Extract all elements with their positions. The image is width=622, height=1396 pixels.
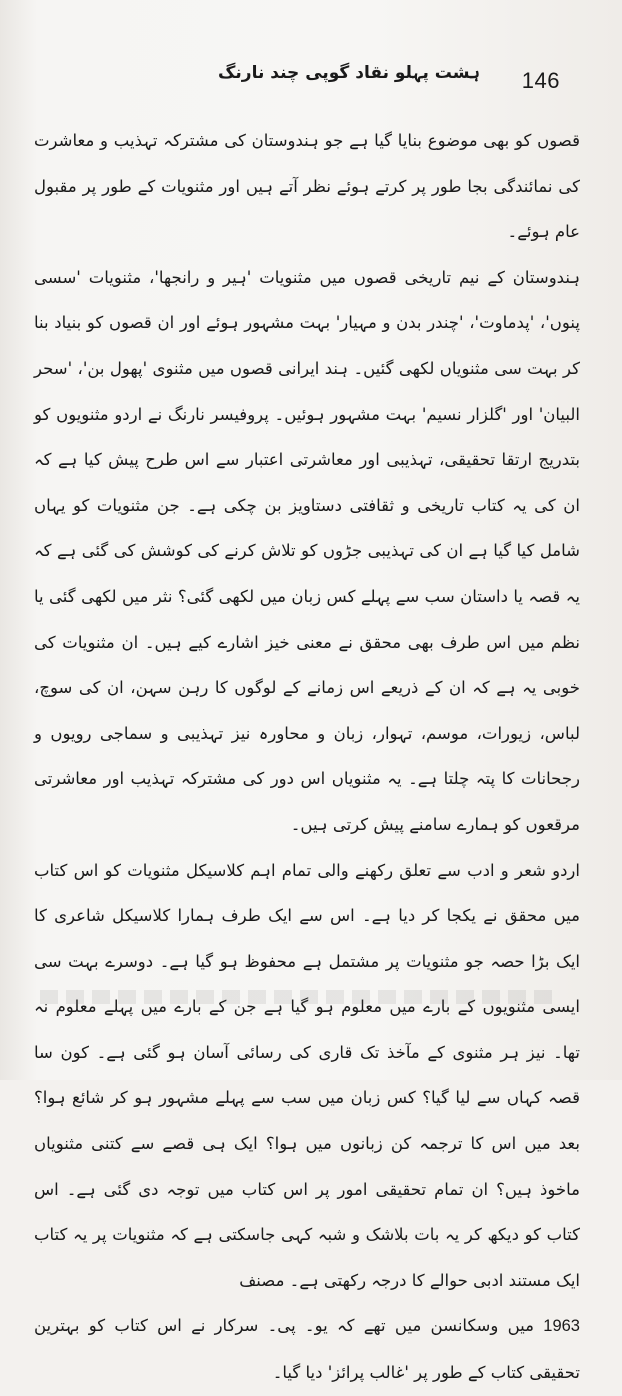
page-header (28, 62, 560, 96)
show-through-text (40, 990, 552, 1004)
paragraph-4-text: میں وسکانسن میں تھے کہ یو۔ پی۔ سرکار نے اس کتاب کو بہترین تحقیقی کتاب کے طور پر 'غالب پرائز' دیا گیا۔ (34, 1316, 580, 1383)
body-text (34, 118, 580, 1396)
running-title: ہشت پہلو نقاد گوپی چند نارنگ (218, 63, 480, 83)
paragraph-1: قصوں کو بھی موضوع بنایا گیا ہے جو ہندوستان کی مشترکہ تہذیب و معاشرت کی نمائندگی بجا طور پر کرتے ہوئے نظر آتے ہیں اور مثنویات کے طور پر مقبول عام ہوئے۔ (34, 131, 580, 242)
paragraph-3: اردو شعر و ادب سے تعلق رکھنے والی تمام اہم کلاسیکل مثنویات کو اس کتاب میں محقق نے یکجا کر دیا ہے۔ اس سے ایک طرف ہمارا کلاسیکل شاعری کا ایک بڑا حصہ جو مثنویات پر مشتمل ہے محفوظ ہو گیا ہے۔ دوسرے بہت سی ایسی مثنویوں کے بارے میں معلوم ہو گیا ہے جن کے بارے میں پہلے معلوم نہ تھا۔ نیز ہر مثنوی کے مآخذ تک قاری کی رسائی آسان ہو گئی ہے۔ کون سا قصہ کہاں سے لیا گیا؟ کس زبان میں سب سے پہلے مشہور ہو کر شائع ہوا؟ بعد میں اس کا ترجمہ کن زبانوں میں ہوا؟ ایک ہی قصے سے کتنی مثنویاں ماخوذ ہیں؟ ان تمام تحقیقی امور پر اس کتاب میں توجہ دی گئی ہے۔ اس کتاب کو دیکھ کر یہ بات بلاشک و شبہ کہی جاسکتی ہے کہ مثنویات پر یہ کتاب ایک مستند ادبی حوالے کا درجہ رکھتی ہے۔ مصنف (34, 860, 580, 1290)
paragraph-2: ہندوستان کے نیم تاریخی قصوں میں مثنویات 'ہیر و رانجھا'، مثنویات 'سسی پنوں'، 'پدماوت'، 'چندر بدن و مہیار' بہت مشہور ہوئے اور ان قصوں کو بنیاد بنا کر بہت سی مثنویاں لکھی گئیں۔ ہند ایرانی قصوں میں مثنوی 'پھول بن'، 'سحر البیان' اور 'گلزار نسیم' بہت مشہور ہوئیں۔ پروفیسر نارنگ نے اردو مثنویوں کو بتدریج ارتقا تحقیقی، تہذیبی اور معاشرتی اعتبار سے اس طرح پیش کیا ہے کہ ان کی یہ کتاب تاریخی و ثقافتی دستاویز بن چکی ہے۔ جن مثنویات کو یہاں شامل کیا گیا ہے ان کی تہذیبی جڑوں کو تلاش کرنے کی کوشش کی گئی ہے کہ یہ قصہ یا داستان سب سے پہلے کس زبان میں لکھی گئی؟ نثر میں لکھی گئی یا نظم میں اس طرف بھی محقق نے معنی خیز اشارے کیے ہیں۔ ان مثنویات کی خوبی یہ ہے کہ ان کے ذریعے اس زمانے کے لوگوں کا رہن سہن، ان کی سوچ، لباس، زیورات، موسم، تہوار، زبان و محاورہ نیز تہذیبی و سماجی رویوں و رجحانات کا پتہ چلتا ہے۔ یہ مثنویاں اس دور کی مشترکہ تہذیب اور معاشرتی مرقعوں کو ہمارے سامنے پیش کرتی ہیں۔ (34, 267, 580, 834)
page-number: 146 (521, 68, 560, 93)
year-number: 1963 (543, 1317, 580, 1336)
paragraph-4 (34, 1303, 580, 1395)
